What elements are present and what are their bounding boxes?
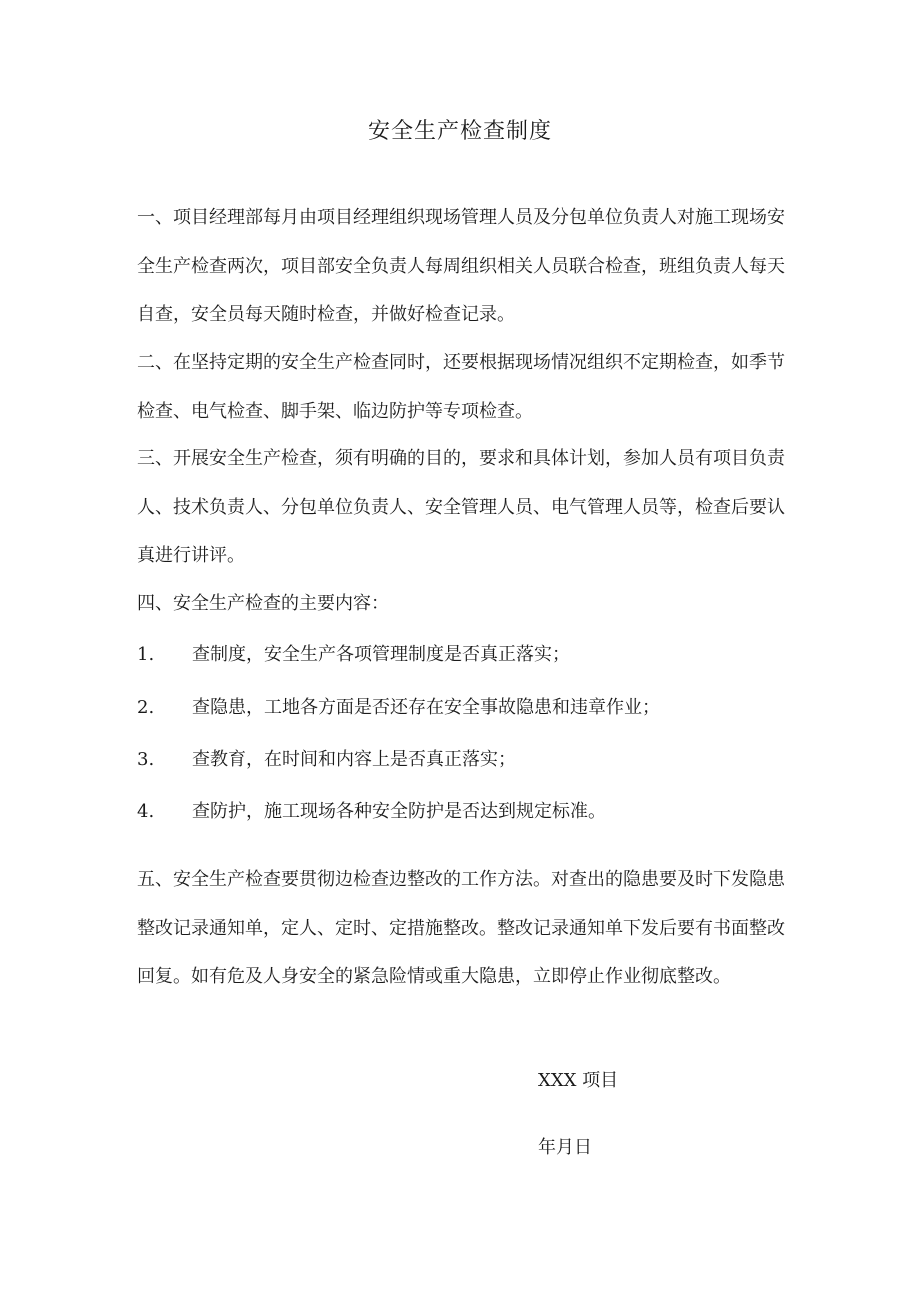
list-item-text: 查制度，安全生产各项管理制度是否真正落实； <box>192 644 570 665</box>
paragraph-5: 五、安全生产检查要贯彻边检查边整改的工作方法。对查出的隐患要及时下发隐患整改记录通知单，定人、定时、定措施整改。整改记录通知单下发后要有书面整改回复。如有危及人身安全的紧急险情或重大隐患，立即停止作业彻底整改。 <box>137 869 785 987</box>
list-item <box>137 693 660 723</box>
list-item <box>137 745 516 775</box>
paragraph-2: 二、在坚持定期的安全生产检查同时，还要根据现场情况组织不定期检查，如季节检查、电气检查、脚手架、临边防护等专项检查。 <box>137 352 785 422</box>
list-item <box>137 640 570 670</box>
list-item-text: 查隐患，工地各方面是否还存在安全事故隐患和违章作业； <box>192 697 660 718</box>
paragraph-3: 三、开展安全生产检查，须有明确的目的，要求和具体计划，参加人员有项目负责人、技术负责人、分包单位负责人、安全管理人员、电气管理人员等，检查后要认真进行讲评。 <box>137 448 785 566</box>
list-item-number: 1. <box>137 644 155 665</box>
document-title: 安全生产检查制度 <box>367 119 552 144</box>
list-item-text: 查防护，施工现场各种安全防护是否达到规定标准。 <box>192 801 606 822</box>
list-item <box>137 797 606 827</box>
list-item-number: 2. <box>137 697 155 718</box>
paragraph-1: 一、项目经理部每月由项目经理组织现场管理人员及分包单位负责人对施工现场安全生产检查两次，项目部安全负责人每周组织相关人员联合检查，班组负责人每天自查，安全员每天随时检查，并做好检查记录。 <box>137 207 785 325</box>
signature-project: XXX 项目 <box>538 1070 619 1091</box>
signature-date: 年月日 <box>538 1137 592 1158</box>
paragraph-4: 四、安全生产检查的主要内容： <box>137 593 389 614</box>
list-item-number: 3. <box>137 749 155 770</box>
list-item-number: 4. <box>137 801 155 822</box>
list-item-text: 查教育，在时间和内容上是否真正落实； <box>192 749 516 770</box>
